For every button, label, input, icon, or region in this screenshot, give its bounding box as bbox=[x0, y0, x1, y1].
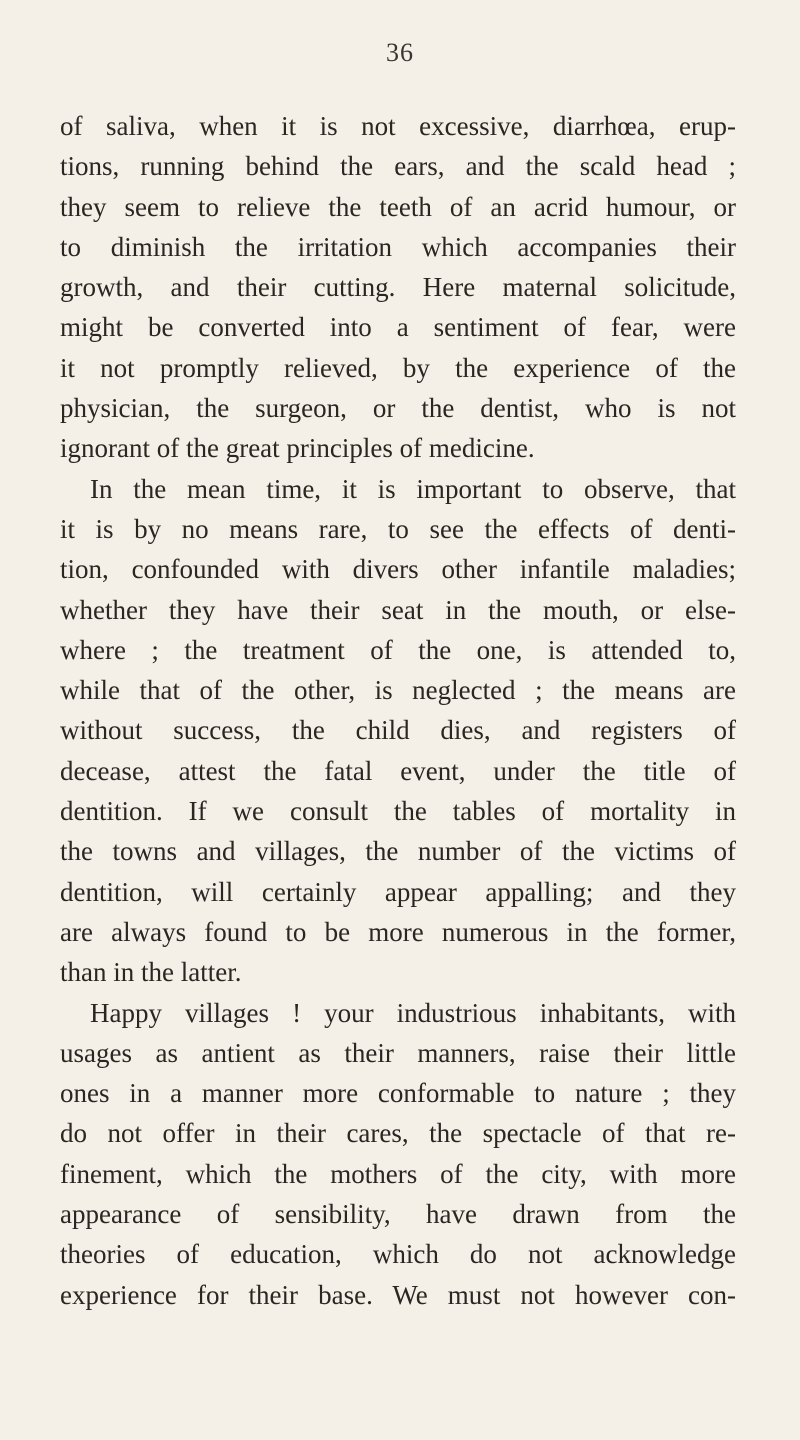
text-line: the towns and villages, the number of the victims of bbox=[60, 836, 736, 867]
text-line: while that of the other, is neglected ; the means are bbox=[60, 675, 736, 706]
text-line: without success, the child dies, and registers of bbox=[60, 715, 736, 746]
text-line: appearance of sensibility, have drawn from the bbox=[60, 1199, 736, 1230]
text-line: usages as antient as their manners, raise their little bbox=[60, 1037, 736, 1068]
text-line: to diminish the irritation which accompanies their bbox=[60, 231, 736, 262]
text-line: of saliva, when it is not excessive, diarrhœa, erup- bbox=[60, 111, 736, 141]
text-line: dentition. If we consult the tables of mortality in bbox=[60, 796, 736, 827]
text-line: decease, attest the fatal event, under the title of bbox=[60, 755, 736, 786]
text-line: do not offer in their cares, the spectacle of that re- bbox=[60, 1118, 736, 1149]
text-line: experience for their base. We must not however con- bbox=[60, 1279, 736, 1310]
paragraph-1 bbox=[60, 106, 736, 469]
text-line: than in the latter. bbox=[60, 957, 242, 988]
text-line: physician, the surgeon, or the dentist, who is not bbox=[60, 393, 736, 424]
text-line: where ; the treatment of the one, is attended to, bbox=[60, 634, 736, 665]
text-line: it not promptly relieved, by the experience of the bbox=[60, 352, 736, 383]
text-line: In the mean time, it is important to observe, that bbox=[90, 473, 736, 504]
paragraph-2 bbox=[60, 469, 736, 993]
text-line: are always found to be more numerous in the former, bbox=[60, 916, 736, 947]
text-line: it is by no means rare, to see the effects of denti- bbox=[60, 513, 736, 544]
text-line: Happy villages ! your industrious inhabitants, with bbox=[90, 997, 736, 1028]
body-text bbox=[60, 106, 736, 1315]
text-line: they seem to relieve the teeth of an acrid humour, or bbox=[60, 191, 736, 222]
paragraph-3 bbox=[60, 993, 736, 1315]
text-line: growth, and their cutting. Here maternal solicitude, bbox=[60, 272, 736, 303]
text-line: whether they have their seat in the mouth, or else- bbox=[60, 594, 736, 625]
page-number: 36 bbox=[386, 38, 414, 67]
text-line: ignorant of the great principles of medicine. bbox=[60, 433, 535, 464]
text-line: finement, which the mothers of the city, with more bbox=[60, 1158, 736, 1189]
text-line: ones in a manner more conformable to nature ; they bbox=[60, 1078, 736, 1109]
text-line: might be converted into a sentiment of fear, were bbox=[60, 312, 736, 343]
text-line: tion, confounded with divers other infantile maladies; bbox=[60, 554, 736, 585]
text-line: tions, running behind the ears, and the scald head ; bbox=[60, 151, 736, 182]
text-line: dentition, will certainly appear appalling; and they bbox=[60, 876, 736, 907]
text-line: theories of education, which do not acknowledge bbox=[60, 1239, 736, 1270]
